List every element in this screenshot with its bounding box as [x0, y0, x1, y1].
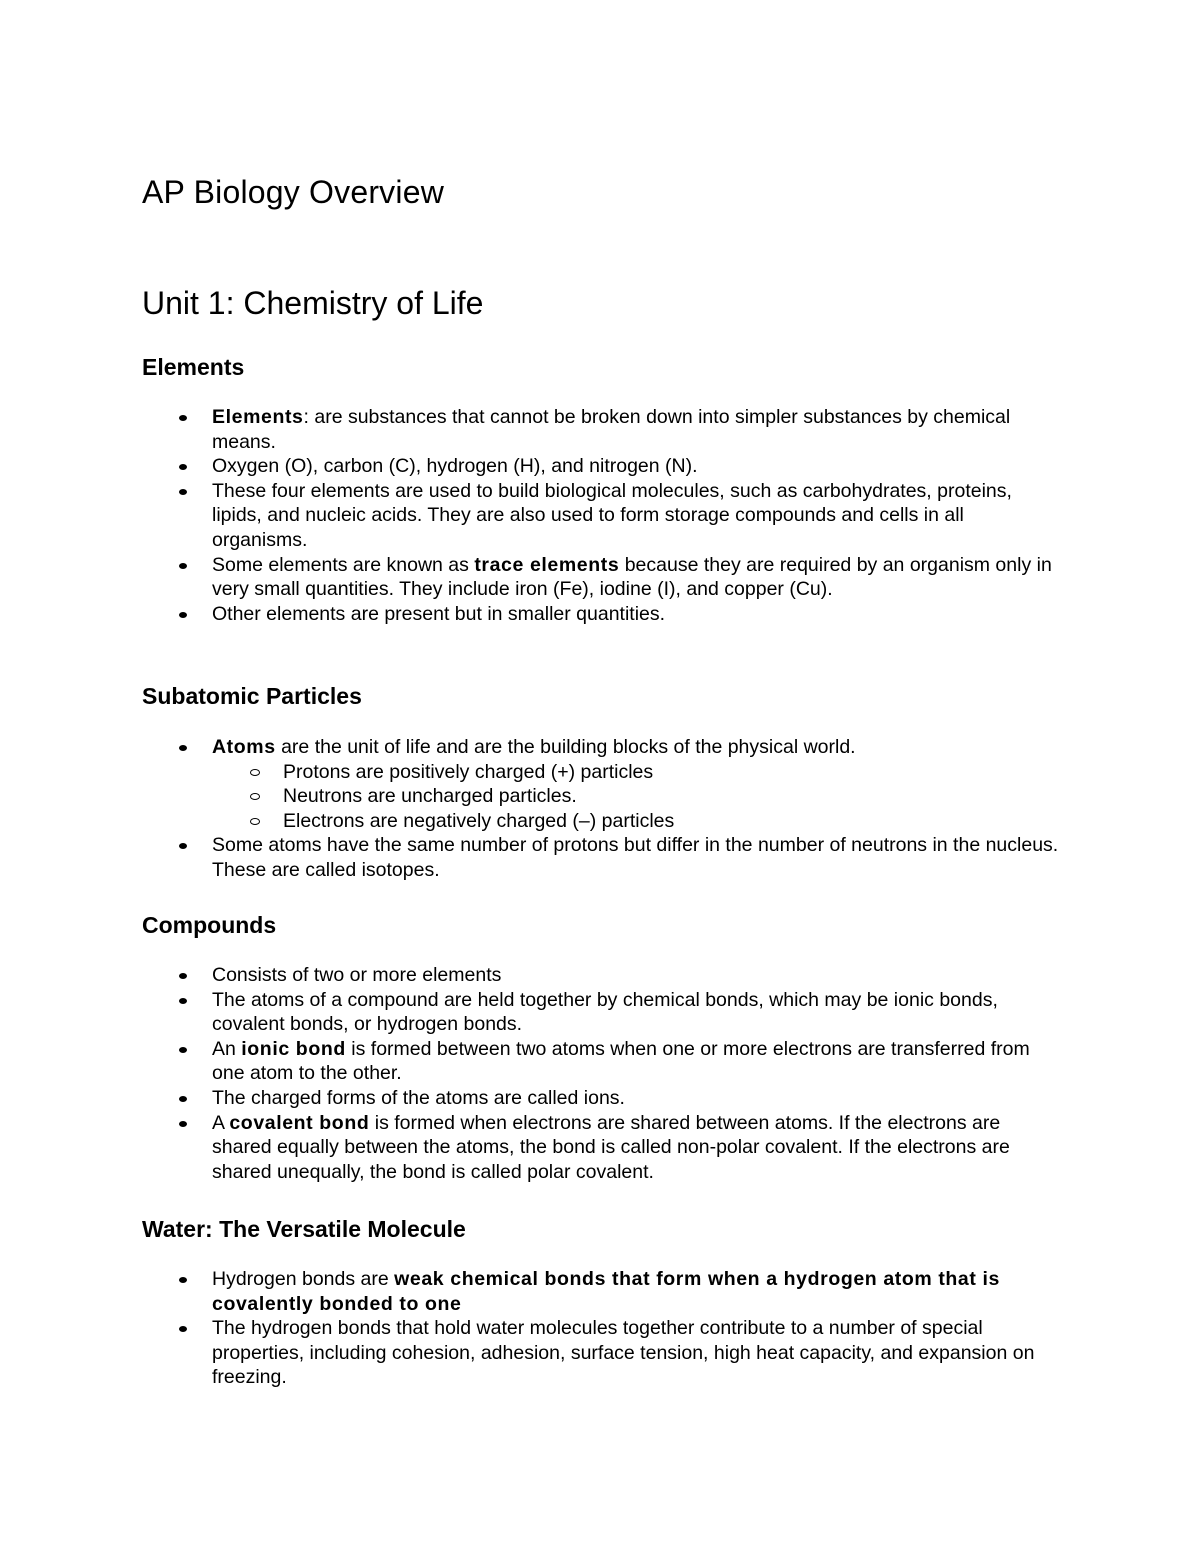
item-text: A: [212, 1111, 230, 1134]
term-ionic-bond: ionic bond: [241, 1037, 346, 1060]
list-item: [142, 1267, 1062, 1316]
compounds-list: [142, 963, 1062, 1184]
list-item: [142, 735, 1062, 760]
bullet-icon: [179, 745, 187, 751]
section-heading-water: Water: The Versatile Molecule: [142, 1216, 466, 1242]
water-list: [142, 1267, 1062, 1390]
bullet-icon: [179, 1326, 187, 1332]
list-item: [142, 833, 1062, 882]
bullet-icon: [179, 464, 187, 470]
bullet-icon: [179, 1047, 187, 1053]
list-item: [142, 1086, 1062, 1111]
term-elements: Elements: [212, 406, 304, 428]
item-text: An: [212, 1037, 242, 1060]
list-item: [142, 602, 1062, 627]
bullet-icon: [179, 489, 187, 495]
list-item: [142, 1316, 1062, 1390]
subatomic-list: [142, 735, 1062, 883]
bullet-icon: [179, 1121, 187, 1127]
section-heading-subatomic: Subatomic Particles: [142, 683, 362, 709]
list-item: [142, 963, 1062, 988]
item-text: Protons are positively charged (+) particles: [283, 760, 654, 783]
bullet-icon: [179, 998, 187, 1004]
item-text: Hydrogen bonds are: [212, 1268, 395, 1290]
list-item: [142, 405, 1062, 454]
item-text: The hydrogen bonds that hold water molecules together contribute to a number of special properties, including cohesion, adhesion, surface tension, high heat capacity, and expansion on freezing.: [212, 1317, 1035, 1389]
item-text: The atoms of a compound are held together by chemical bonds, which may be ionic bonds, covalent bonds, or hydrogen bonds.: [212, 988, 998, 1036]
bullet-icon: [179, 415, 187, 421]
term-trace-elements: trace elements: [474, 553, 620, 576]
item-text: is formed when electrons are shared between atoms. If the electrons are shared equally between the atoms, the bond is called non-polar covalent. If the electrons are shared unequally, the bond is called polar covalent.: [212, 1111, 1010, 1183]
sub-list-item: [142, 784, 1062, 809]
list-item: [142, 454, 1062, 479]
bullet-icon: [179, 1096, 187, 1102]
sub-list-item: [142, 809, 1062, 834]
list-item: [142, 553, 1062, 602]
hollow-bullet-icon: [250, 818, 260, 825]
item-text: are the unit of life and are the building blocks of the physical world.: [275, 736, 856, 758]
hollow-bullet-icon: [250, 769, 260, 776]
item-text: Some atoms have the same number of protons but differ in the number of neutrons in the nucleus. These are called isotopes.: [212, 834, 1059, 881]
section-heading-compounds: Compounds: [142, 912, 277, 938]
section-heading-elements: Elements: [142, 354, 245, 380]
bullet-icon: [179, 1277, 187, 1283]
elements-list: [142, 405, 1062, 626]
list-item: [142, 479, 1062, 553]
list-item: [142, 1111, 1062, 1185]
unit-title: Unit 1: Chemistry of Life: [142, 285, 484, 321]
item-text: Electrons are negatively charged (–) particles: [283, 809, 675, 832]
item-text: Oxygen (O), carbon (C), hydrogen (H), and nitrogen (N).: [212, 455, 698, 478]
bullet-icon: [179, 612, 187, 618]
document-title: AP Biology Overview: [142, 174, 445, 210]
item-text: The charged forms of the atoms are called ions.: [212, 1086, 625, 1109]
item-text: Some elements are known as: [212, 553, 475, 576]
item-text: These four elements are used to build biological molecules, such as carbohydrates, proteins, lipids, and nucleic acids. They are also used to form storage compounds and cells in all organisms.: [212, 479, 1012, 551]
term-atoms: Atoms: [212, 736, 276, 758]
item-text: Neutrons are uncharged particles.: [283, 785, 577, 808]
item-text: Consists of two or more elements: [212, 964, 502, 986]
list-item: [142, 1037, 1062, 1086]
bullet-icon: [179, 973, 187, 979]
bullet-icon: [179, 563, 187, 569]
item-text: : are substances that cannot be broken down into simpler substances by chemical means.: [212, 406, 1011, 453]
item-text: because they are required by an organism only in very small quantities. They include iron (Fe), iodine (I), and copper (Cu).: [212, 553, 1052, 601]
list-item: [142, 988, 1062, 1037]
bullet-icon: [179, 843, 187, 849]
hollow-bullet-icon: [250, 793, 260, 800]
term-hydrogen-bonds: weak chemical bonds that form when a hydrogen atom that is covalently bonded to one: [212, 1268, 1000, 1315]
sub-list-item: [142, 760, 1062, 785]
term-covalent-bond: covalent bond: [229, 1111, 370, 1134]
item-text: is formed between two atoms when one or more electrons are transferred from one atom to the other.: [212, 1037, 1030, 1085]
item-text: Other elements are present but in smaller quantities.: [212, 602, 666, 625]
